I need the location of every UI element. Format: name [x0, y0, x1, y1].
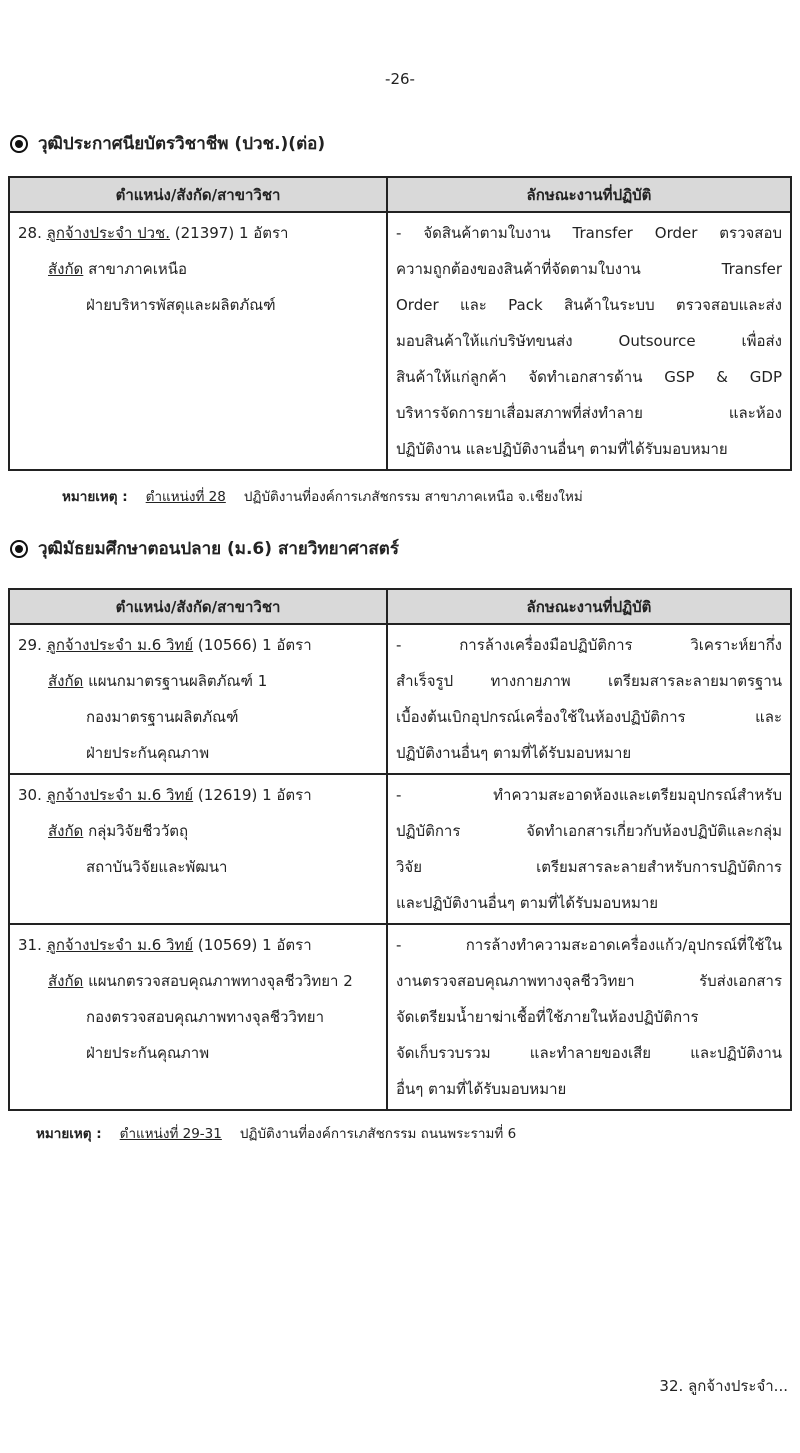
duty-line: - ทำความสะอาดห้องและเตรียมอุปกรณ์สำหรับ	[396, 786, 782, 804]
duties-cell	[387, 624, 791, 774]
table-row	[9, 212, 791, 470]
column-header: ลักษณะงานที่ปฏิบัติ	[387, 589, 791, 624]
section-heading	[10, 130, 325, 157]
duty-line: - การล้างทำความสะอาดเครื่องแก้ว/อุปกรณ์ที่ใช้ใน	[396, 936, 782, 954]
section-heading-text: วุฒิประกาศนียบัตรวิชาชีพ (ปวช.)(ต่อ)	[38, 134, 326, 154]
radio-bullet-icon	[10, 540, 28, 558]
duties-cell	[387, 774, 791, 924]
column-header: ตำแหน่ง/สังกัด/สาขาวิชา	[9, 177, 387, 212]
affiliation-line	[18, 813, 378, 849]
duty-line: จัดเตรียมน้ำยาฆ่าเชื้อที่ใช้ภายในห้องปฏิบัติการ	[396, 1008, 699, 1026]
position-cell	[9, 774, 387, 924]
duties-cell	[387, 212, 791, 470]
position-title-line	[18, 777, 378, 813]
duty-line: บริหารจัดการยาเสื่อมสภาพที่ส่งทำลาย และห้อง	[396, 404, 782, 422]
note-label: หมายเหตุ :	[62, 489, 128, 505]
position-cell	[9, 212, 387, 470]
affiliation-parent: ฝ่ายประกันคุณภาพ	[86, 744, 210, 762]
affiliation-label: สังกัด	[48, 672, 84, 690]
column-header: ตำแหน่ง/สังกัด/สาขาวิชา	[9, 589, 387, 624]
note-label: หมายเหตุ :	[36, 1126, 102, 1142]
affiliation-unit: สาขาภาคเหนือ	[88, 260, 187, 278]
duty-line: มอบสินค้าให้แก่บริษัทขนส่ง Outsource เพื่อส่ง	[396, 332, 782, 350]
page-number: -26-	[385, 70, 415, 88]
duty-line: วิจัย เตรียมสารละลายสำหรับการปฏิบัติการ	[396, 858, 782, 876]
note-positions: ตำแหน่งที่ 29-31	[119, 1126, 222, 1142]
duty-line: Order และ Pack สินค้าในระบบ ตรวจสอบและส่ง	[396, 296, 782, 314]
affiliation-parent: กองมาตรฐานผลิตภัณฑ์	[86, 708, 239, 726]
affiliation-unit: กลุ่มวิจัยชีววัตถุ	[88, 822, 189, 840]
duty-line: สินค้าให้แก่ลูกค้า จัดทำเอกสารด้าน GSP & GDP	[396, 368, 782, 386]
note-text: ปฏิบัติงานที่องค์การเภสัชกรรม ถนนพระรามที่ 6	[239, 1126, 517, 1142]
position-cell	[9, 924, 387, 1110]
duty-line: ปฏิบัติงานอื่นๆ ตามที่ได้รับมอบหมาย	[396, 744, 632, 762]
duty-line: และปฏิบัติงานอื่นๆ ตามที่ได้รับมอบหมาย	[396, 894, 659, 912]
position-number: 29.	[18, 636, 42, 654]
radio-bullet-icon	[10, 135, 28, 153]
position-code: (12619) 1 อัตรา	[197, 786, 312, 804]
duty-line: งานตรวจสอบคุณภาพทางจุลชีววิทยา รับส่งเอกสาร	[396, 972, 782, 990]
affiliation-parent: ฝ่ายประกันคุณภาพ	[86, 1044, 210, 1062]
section-heading	[10, 535, 399, 562]
duty-line: อื่นๆ ตามที่ได้รับมอบหมาย	[396, 1080, 567, 1098]
duty-line: จัดเก็บรวบรวม และทำลายของเสีย และปฏิบัติงาน	[396, 1044, 782, 1062]
duty-line: สำเร็จรูป ทางกายภาพ เตรียมสารละลายมาตรฐาน	[396, 672, 782, 690]
affiliation-line	[18, 251, 378, 287]
positions-table	[8, 176, 792, 471]
position-number: 28.	[18, 224, 42, 242]
affiliation-parent: กองตรวจสอบคุณภาพทางจุลชีววิทยา	[86, 1008, 325, 1026]
affiliation-line	[18, 663, 378, 699]
position-code: (10569) 1 อัตรา	[197, 936, 312, 954]
affiliation-parent: สถาบันวิจัยและพัฒนา	[86, 858, 228, 876]
duties-cell	[387, 924, 791, 1110]
note	[62, 485, 583, 507]
table-row	[9, 924, 791, 1110]
affiliation-label: สังกัด	[48, 260, 84, 278]
affiliation-label: สังกัด	[48, 972, 84, 990]
affiliation-line	[18, 963, 378, 999]
table-header-row	[9, 177, 791, 212]
column-header: ลักษณะงานที่ปฏิบัติ	[387, 177, 791, 212]
position-title: ลูกจ้างประจำ ปวช.	[46, 224, 170, 242]
position-title-line	[18, 927, 378, 963]
position-code: (10566) 1 อัตรา	[197, 636, 312, 654]
position-title-line	[18, 627, 378, 663]
table-row	[9, 624, 791, 774]
table-header-row	[9, 589, 791, 624]
affiliation-unit: แผนกตรวจสอบคุณภาพทางจุลชีววิทยา 2	[88, 972, 353, 990]
positions-table	[8, 588, 792, 1111]
continuation-text: 32. ลูกจ้างประจำ...	[659, 1377, 788, 1395]
position-title: ลูกจ้างประจำ ม.6 วิทย์	[46, 636, 194, 654]
position-title: ลูกจ้างประจำ ม.6 วิทย์	[46, 786, 194, 804]
affiliation-parent: ฝ่ายบริหารพัสดุและผลิตภัณฑ์	[86, 296, 276, 314]
position-number: 30.	[18, 786, 42, 804]
table-row	[9, 774, 791, 924]
position-title: ลูกจ้างประจำ ม.6 วิทย์	[46, 936, 194, 954]
position-number: 31.	[18, 936, 42, 954]
note-text: ปฏิบัติงานที่องค์การเภสัชกรรม สาขาภาคเหนือ จ.เชียงใหม่	[243, 489, 583, 505]
duty-line: - จัดสินค้าตามใบงาน Transfer Order ตรวจสอบ	[396, 224, 782, 242]
position-code: (21397) 1 อัตรา	[174, 224, 289, 242]
duty-line: ปฏิบัติการ จัดทำเอกสารเกี่ยวกับห้องปฏิบัติและกลุ่ม	[396, 822, 782, 840]
section-heading-text: วุฒิมัธยมศึกษาตอนปลาย (ม.6) สายวิทยาศาสตร์	[38, 539, 399, 559]
affiliation-label: สังกัด	[48, 822, 84, 840]
duty-line: ความถูกต้องของสินค้าที่จัดตามใบงาน Transfer	[396, 260, 782, 278]
note-positions: ตำแหน่งที่ 28	[145, 489, 226, 505]
affiliation-unit: แผนกมาตรฐานผลิตภัณฑ์ 1	[88, 672, 268, 690]
duty-line: ปฏิบัติงาน และปฏิบัติงานอื่นๆ ตามที่ได้รับมอบหมาย	[396, 440, 728, 458]
position-cell	[9, 624, 387, 774]
duty-line: - การล้างเครื่องมือปฏิบัติการ วิเคราะห์ยากึ่ง	[396, 636, 782, 654]
duty-line: เบื้องต้นเบิกอุปกรณ์เครื่องใช้ในห้องปฏิบัติการ และ	[396, 708, 782, 726]
note	[36, 1122, 516, 1144]
position-title-line	[18, 215, 378, 251]
